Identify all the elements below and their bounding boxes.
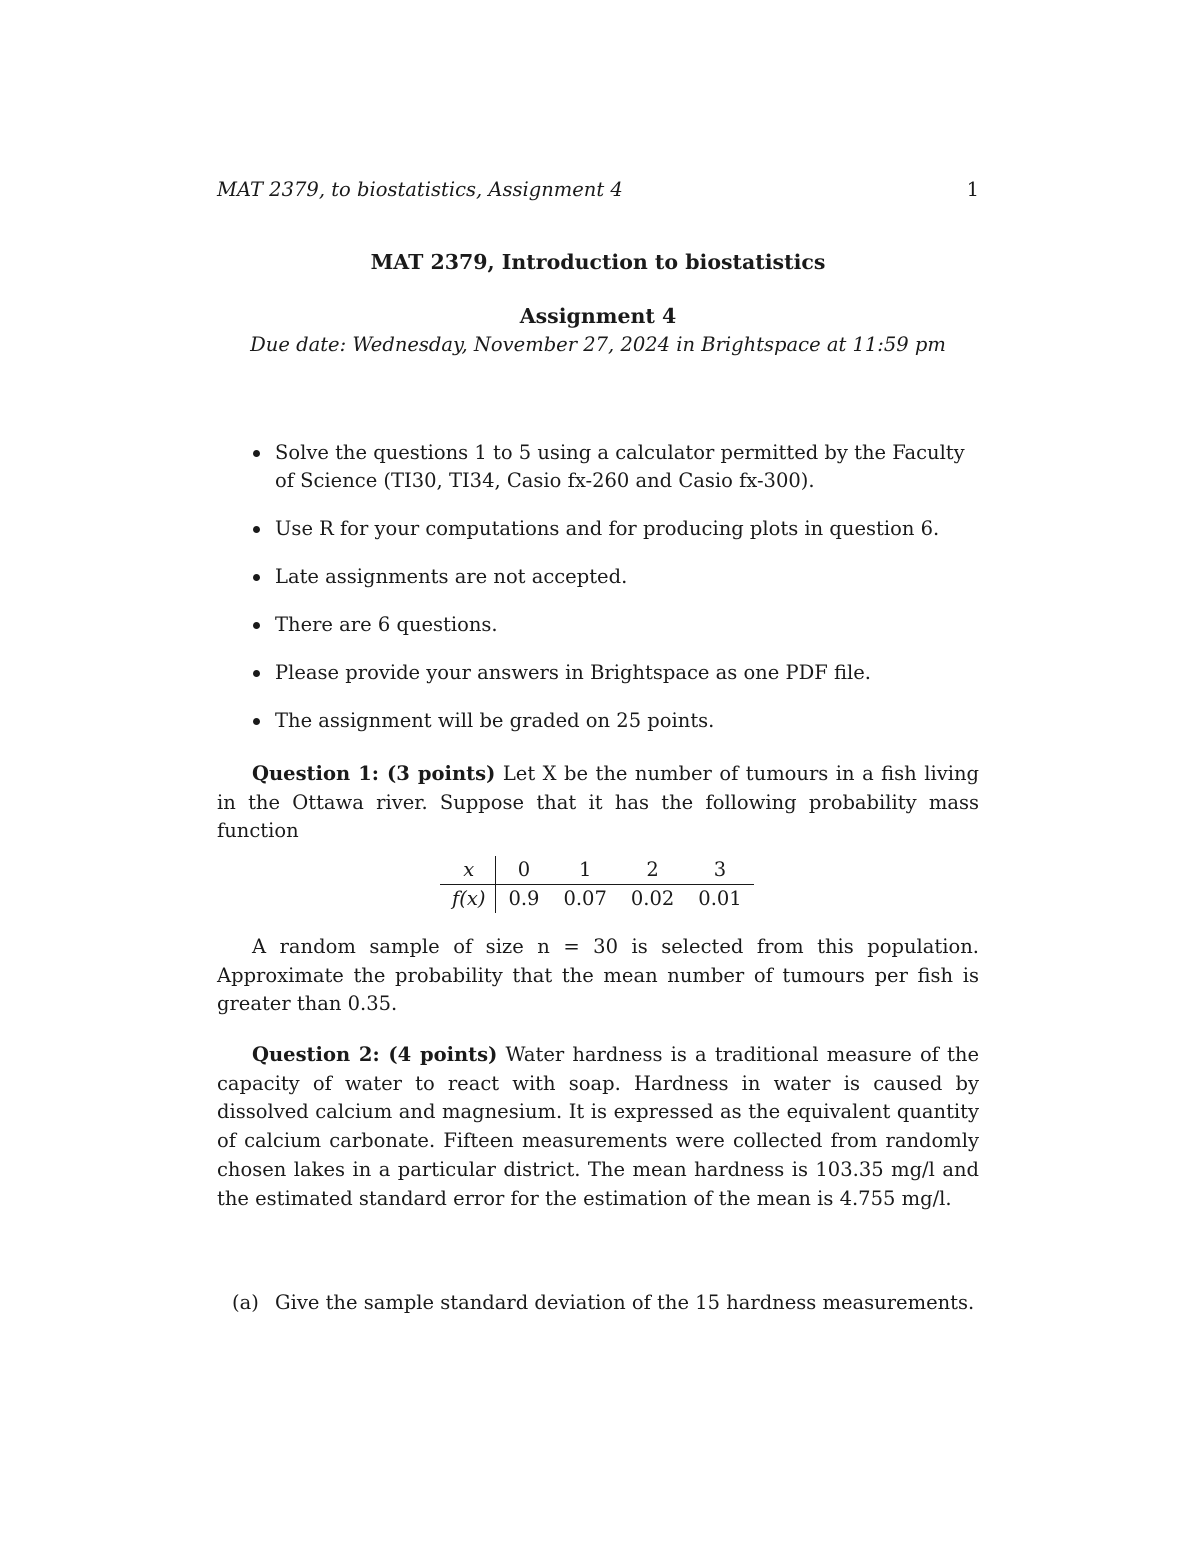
instructions-list: [217, 439, 979, 755]
question-2: [217, 1041, 979, 1213]
question-2-part-a: [232, 1289, 979, 1317]
instruction-item: Late assignments are not accepted.: [217, 563, 979, 591]
table-cell: 2: [619, 856, 686, 885]
question-1-label: Question 1: (3 points): [252, 762, 496, 785]
table-cell: 0.01: [698, 887, 742, 910]
table-cell: 0.02: [630, 887, 675, 910]
running-head: [217, 178, 979, 201]
row-label-fx: f(x): [440, 885, 496, 914]
question-1-followup: A random sample of size n = 30 is selected from this population. Approximate the probability that the mean number of tumours per fish is greater than 0.35.: [217, 935, 979, 1016]
table-cell: 0.07: [563, 887, 607, 910]
part-label: (a): [232, 1291, 259, 1314]
table-cell: 3: [686, 856, 753, 885]
row-label-x: x: [440, 856, 496, 885]
table-cell: 1: [551, 856, 618, 885]
instruction-item: Use R for your computations and for producing plots in question 6.: [217, 515, 979, 543]
page-number: 1: [966, 178, 979, 201]
instruction-item: The assignment will be graded on 25 points.: [217, 707, 979, 735]
question-1-text: Let X be the number of tumours in a fish living in the Ottawa river. Suppose that it has the following probability mass function: [217, 762, 979, 843]
question-2-label: Question 2: (4 points): [252, 1043, 498, 1066]
assignment-title: Assignment 4: [519, 304, 677, 328]
document-page: [217, 0, 979, 1553]
question-1: [217, 760, 979, 846]
instruction-item: Please provide your answers in Brightspace as one PDF file.: [217, 659, 979, 687]
due-date: Due date: Wednesday, November 27, 2024 in Brightspace at 11:59 pm: [250, 333, 946, 356]
pmf-table: [440, 856, 754, 913]
part-text: Give the sample standard deviation of the 15 hardness measurements.: [275, 1291, 975, 1314]
table-cell: 0.9: [508, 887, 540, 910]
table-cell: 0: [496, 856, 552, 885]
instruction-item: Solve the questions 1 to 5 using a calculator permitted by the Faculty of Science (TI30, TI34, Casio fx-260 and Casio fx-300).: [217, 439, 979, 495]
table-row: [440, 856, 754, 885]
instruction-item: There are 6 questions.: [217, 611, 979, 639]
running-head-title: MAT 2379, to biostatistics, Assignment 4: [217, 178, 623, 201]
question-2-text: Water hardness is a traditional measure of the capacity of water to react with soap. Hardness in water is caused by dissolved calcium and magnesium. It is expressed as the equivalent quantity of calcium carbonate. Fifteen measurements were collected from randomly chosen lakes in a particular district. The mean hardness is 103.35 mg/l and the estimated standard error for the estimation of the mean is 4.755 mg/l.: [217, 1043, 979, 1210]
table-row: [440, 885, 754, 914]
document-title: MAT 2379, Introduction to biostatistics: [370, 250, 826, 274]
